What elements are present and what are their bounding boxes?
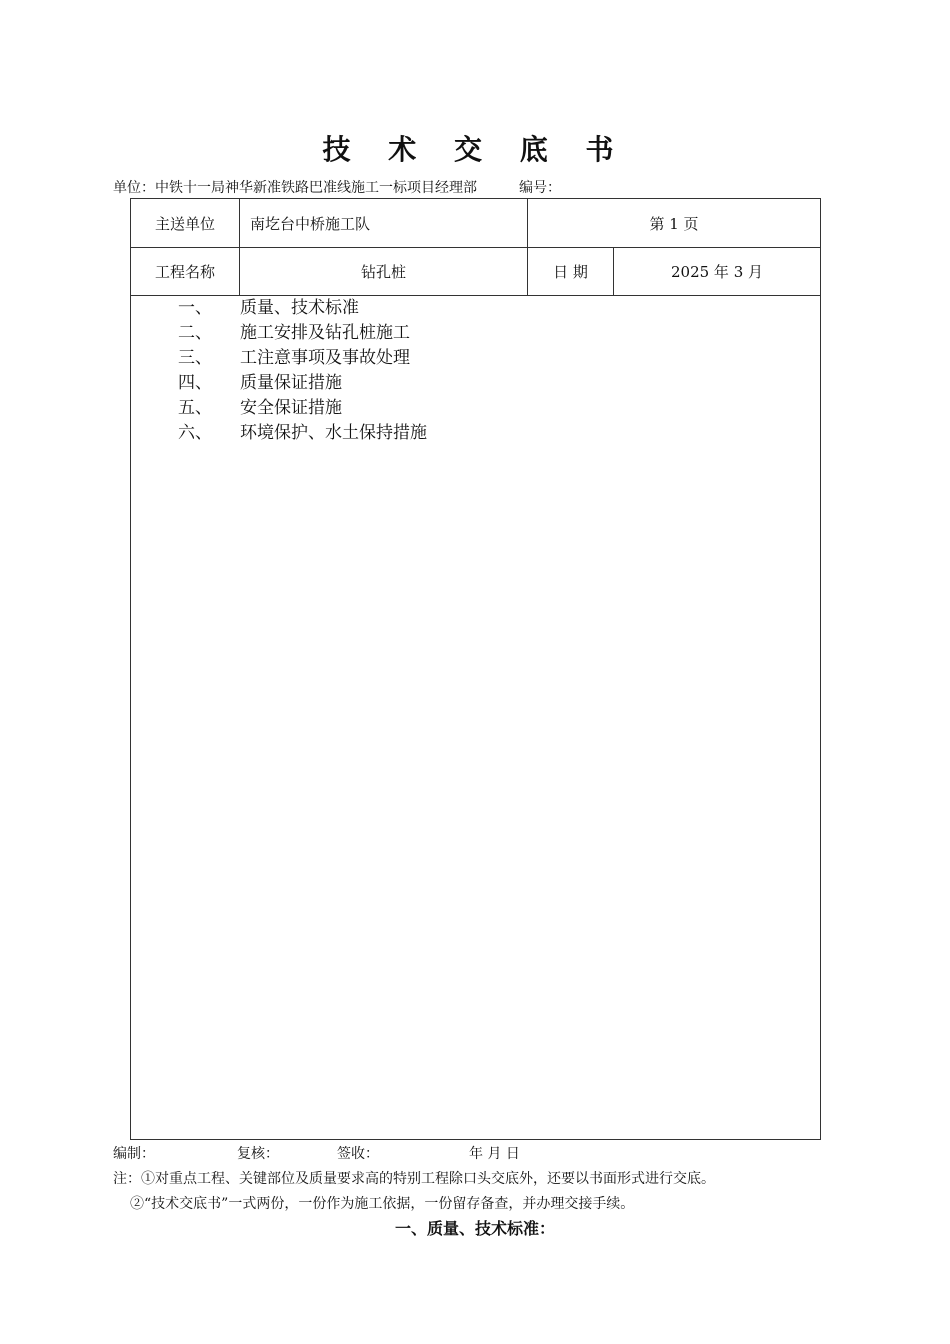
unit-text: 单位：中铁十一局神华新准铁路巴准线施工一标项目经理部 [113, 180, 477, 196]
contents-item [131, 296, 820, 321]
review-label: 复核： [237, 1146, 279, 1162]
contents-item-text: 质量保证措施 [240, 373, 342, 393]
contents-item-number: 四、 [178, 373, 212, 393]
contents-item [131, 421, 820, 446]
contents-item-text: 质量、技术标准 [240, 298, 359, 318]
contents-item-number: 三、 [178, 348, 212, 368]
contents-item [131, 346, 820, 371]
contents-item-text: 安全保证措施 [240, 398, 342, 418]
contents-item-number: 一、 [178, 298, 212, 318]
date-value: 2025 年 3 月 [614, 248, 821, 296]
number-label: 编号： [519, 180, 561, 196]
contents-item [131, 371, 820, 396]
signature-line [113, 1143, 520, 1163]
contents-cell [131, 296, 821, 1140]
contents-item-number: 二、 [178, 323, 212, 343]
note-2: ②“技术交底书”一式两份，一份作为施工依据，一份留存备查，并办理交接手续。 [130, 1196, 635, 1212]
contents-item [131, 396, 820, 421]
document-title: 技 术 交 底 书 [322, 133, 628, 166]
contents-item-number: 五、 [178, 398, 212, 418]
contents-item-number: 六、 [178, 423, 212, 443]
send-unit-value: 南圪台中桥施工队 [240, 199, 528, 248]
disclosure-table [130, 198, 821, 1140]
page-number: 第 1 页 [528, 199, 821, 248]
section-heading: 一、质量、技术标准： [394, 1219, 555, 1238]
unit-line [113, 177, 561, 197]
note-1: 注：①对重点工程、关键部位及质量要求高的特别工程除口头交底外，还要以书面形式进行交底。 [113, 1171, 715, 1187]
contents-item [131, 321, 820, 346]
receive-label: 签收： [337, 1146, 379, 1162]
send-unit-label: 主送单位 [131, 199, 240, 248]
contents-item-text: 环境保护、水土保持措施 [240, 423, 427, 443]
contents-list [131, 296, 820, 446]
compile-label: 编制： [113, 1146, 155, 1162]
project-name-value: 钻孔桩 [240, 248, 528, 296]
project-name-label: 工程名称 [131, 248, 240, 296]
date-label: 日 期 [528, 248, 614, 296]
contents-item-text: 工注意事项及事故处理 [240, 348, 410, 368]
signature-date: 年 月 日 [469, 1146, 520, 1162]
contents-item-text: 施工安排及钻孔桩施工 [240, 323, 410, 343]
